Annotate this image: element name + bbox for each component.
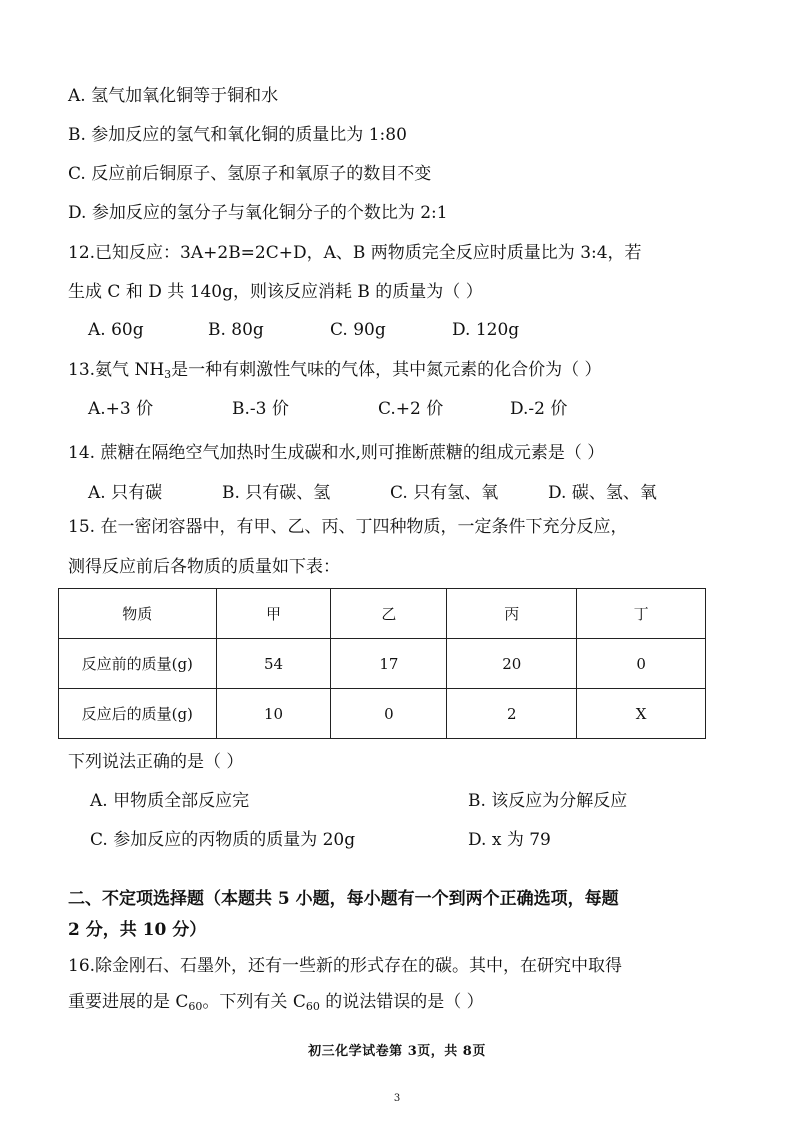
table-cell: 反应后的质量(g) [59, 689, 217, 739]
q11-option-b: B. 参加反应的氢气和氧化铜的质量比为 1:80 [68, 125, 407, 145]
q13-option-c: C.+2 价 [378, 399, 444, 419]
q13-option-a: A.+3 价 [88, 399, 154, 419]
q11-option-a: A. 氢气加氧化铜等于铜和水 [68, 86, 279, 106]
q12-option-a: A. 60g [88, 320, 144, 340]
section-heading-line2: 2 分，共 10 分） [68, 920, 207, 940]
q13-stem-subscript: 3 [164, 368, 172, 381]
section-heading-line1: 二、不定项选择题（本题共 5 小题，每小题有一个到两个正确选项，每题 [68, 889, 619, 909]
q16-text-prefix: 重要进展的是 C [68, 992, 189, 1012]
q12-option-d: D. 120g [452, 320, 520, 340]
q15-stem-line2: 测得反应前后各物质的质量如下表： [68, 557, 340, 577]
table-header-cell: 物质 [59, 589, 217, 639]
q11-option-d: D. 参加反应的氢分子与氧化铜分子的个数比为 2:1 [68, 203, 448, 223]
table-row [59, 689, 706, 739]
q16-stem-line1: 16.除金刚石、石墨外，还有一些新的形式存在的碳。其中，在研究中取得 [68, 956, 623, 976]
q13-stem-suffix: 是一种有刺激性气味的气体，其中氮元素的化合价为（ ） [171, 360, 602, 380]
table-header-row [59, 589, 706, 639]
table-cell: 17 [331, 639, 447, 689]
table-row [59, 639, 706, 689]
page-number: 3 [393, 1093, 401, 1104]
table-header-cell: 丁 [577, 589, 706, 639]
mass-table [58, 588, 706, 739]
table-header-cell: 丙 [447, 589, 577, 639]
q14-stem: 14. 蔗糖在隔绝空气加热时生成碳和水,则可推断蔗糖的组成元素是（ ） [68, 443, 605, 463]
q12-stem-line1: 12.已知反应：3A+2B=2C+D，A、B 两物质完全反应时质量比为 3:4，若 [68, 243, 642, 263]
q14-option-b: B. 只有碳、氢 [222, 483, 331, 503]
q14-option-a: A. 只有碳 [88, 483, 163, 503]
q11-option-c: C. 反应前后铜原子、氢原子和氧原子的数目不变 [68, 164, 432, 184]
q15-option-d: D. x 为 79 [468, 830, 551, 850]
q14-option-d: D. 碳、氢、氧 [548, 483, 657, 503]
q16-text-middle: 。下列有关 C [202, 992, 306, 1012]
q13-option-d: D.-2 价 [510, 399, 568, 419]
q16-text-suffix: 的说法错误的是（ ） [319, 992, 484, 1012]
q13-option-b: B.-3 价 [232, 399, 289, 419]
table-cell: 20 [447, 639, 577, 689]
q16-subscript: 60 [305, 1000, 320, 1013]
table-cell: 10 [216, 689, 331, 739]
table-cell: 反应前的质量(g) [59, 639, 217, 689]
table-cell: X [577, 689, 706, 739]
table-cell: 0 [577, 639, 706, 689]
q15-stem-line1: 15. 在一密闭容器中，有甲、乙、丙、丁四种物质，一定条件下充分反应， [68, 517, 628, 537]
table-header-cell: 乙 [331, 589, 447, 639]
table-cell: 0 [331, 689, 447, 739]
page-footer: 初三化学试卷第 3页，共 8页 [308, 1044, 486, 1059]
table-header-cell: 甲 [216, 589, 331, 639]
table-cell: 54 [216, 639, 331, 689]
q12-option-b: B. 80g [208, 320, 264, 340]
q15-option-a: A. 甲物质全部反应完 [90, 791, 250, 811]
q14-option-c: C. 只有氢、氧 [390, 483, 499, 503]
q16-subscript: 60 [188, 1000, 203, 1013]
q15-prompt: 下列说法正确的是（ ） [68, 752, 244, 772]
q15-option-b: B. 该反应为分解反应 [468, 791, 628, 811]
q13-stem-prefix: 13.氨气 NH [68, 360, 165, 380]
q13-stem [68, 360, 602, 381]
table-cell: 2 [447, 689, 577, 739]
q15-option-c: C. 参加反应的丙物质的质量为 20g [90, 830, 356, 850]
q12-option-c: C. 90g [330, 320, 386, 340]
q12-stem-line2: 生成 C 和 D 共 140g，则该反应消耗 B 的质量为（ ） [68, 282, 483, 302]
q16-stem-line2 [68, 992, 484, 1013]
